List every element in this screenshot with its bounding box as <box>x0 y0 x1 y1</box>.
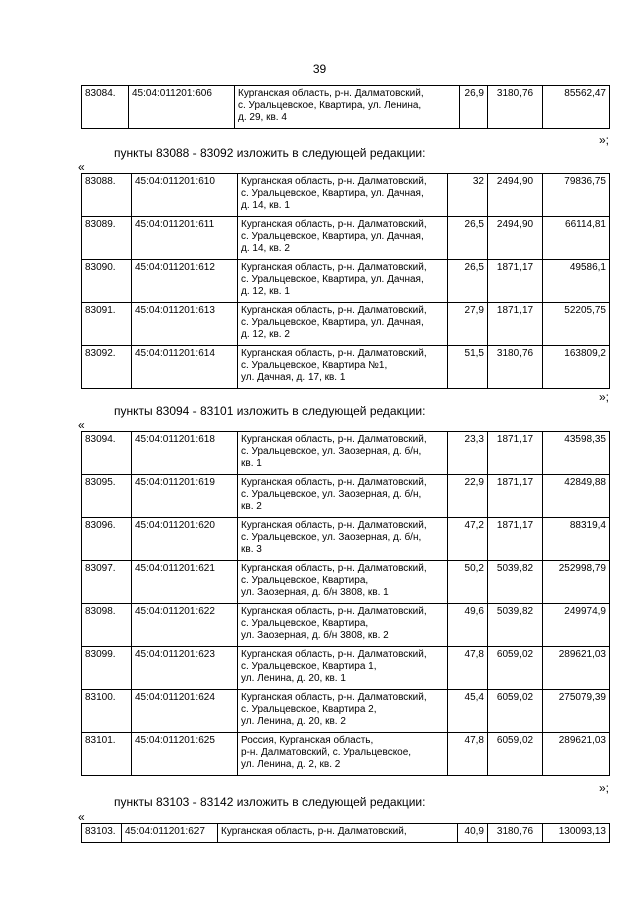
area-cell: 45,4 <box>448 690 488 733</box>
address-line: кв. 3 <box>241 544 262 555</box>
address-line: с. Уральцевское, Квартира 2, <box>241 704 377 715</box>
address-line: с. Уральцевское, Квартира, ул. Дачная, <box>241 231 424 242</box>
total-value-cell: 88319,4 <box>543 518 610 561</box>
address-cell <box>238 475 448 518</box>
cadastral-number-cell: 45:04:011201:613 <box>132 303 238 346</box>
area-cell: 49,6 <box>448 604 488 647</box>
closing-quote: »; <box>598 133 609 147</box>
total-value-cell: 163809,2 <box>543 346 610 389</box>
address-line: с. Уральцевское, Квартира, ул. Ленина, <box>238 100 422 111</box>
unit-price-cell: 1871,17 <box>488 518 543 561</box>
address-line: с. Уральцевское, Квартира №1, <box>241 360 388 371</box>
address-line: ул. Ленина, д. 20, кв. 2 <box>241 716 346 727</box>
address-line: с. Уральцевское, Квартира, <box>241 618 369 629</box>
address-line: Курганская область, р-н. Далматовский, <box>241 176 427 187</box>
address-line: кв. 1 <box>241 458 262 469</box>
cadastral-number-cell: 45:04:011201:610 <box>132 174 238 217</box>
address-line: д. 29, кв. 4 <box>238 112 287 123</box>
unit-price-cell: 3180,76 <box>488 346 543 389</box>
table-row <box>82 303 610 346</box>
table-row <box>82 217 610 260</box>
area-cell: 47,2 <box>448 518 488 561</box>
total-value-cell: 79836,75 <box>543 174 610 217</box>
unit-price-cell: 1871,17 <box>488 432 543 475</box>
unit-price-cell: 6059,02 <box>488 690 543 733</box>
address-cell <box>238 604 448 647</box>
address-line: кв. 2 <box>241 501 262 512</box>
address-line: д. 12, кв. 2 <box>241 329 290 340</box>
address-line: Курганская область, р-н. Далматовский, <box>241 520 427 531</box>
cadastral-number-cell: 45:04:011201:614 <box>132 346 238 389</box>
area-cell: 51,5 <box>448 346 488 389</box>
area-cell: 47,8 <box>448 647 488 690</box>
address-line: Курганская область, р-н. Далматовский, <box>241 563 427 574</box>
cadastral-number-cell: 45:04:011201:625 <box>132 733 238 776</box>
table-row <box>82 260 610 303</box>
address-line: с. Уральцевское, ул. Заозерная, д. б/н, <box>241 446 422 457</box>
closing-quote: »; <box>598 781 609 795</box>
unit-price-cell: 5039,82 <box>488 604 543 647</box>
address-line: с. Уральцевское, ул. Заозерная, д. б/н, <box>241 489 422 500</box>
opening-quote: « <box>78 418 85 432</box>
area-cell: 40,9 <box>458 824 488 843</box>
registry-table-1 <box>81 173 610 389</box>
area-cell: 50,2 <box>448 561 488 604</box>
address-line: д. 12, кв. 1 <box>241 286 290 297</box>
address-line: с. Уральцевское, Квартира, <box>241 575 369 586</box>
address-line: с. Уральцевское, Квартира, ул. Дачная, <box>241 188 424 199</box>
address-line: р-н. Далматовский, с. Уральцевское, <box>241 747 412 758</box>
address-line: Курганская область, р-н. Далматовский, <box>238 88 424 99</box>
address-line: с. Уральцевское, Квартира 1, <box>241 661 377 672</box>
registry-table-3 <box>81 823 610 843</box>
row-number-cell: 83089. <box>82 217 132 260</box>
address-line: Курганская область, р-н. Далматовский, <box>241 649 427 660</box>
address-cell <box>238 733 448 776</box>
address-line: Курганская область, р-н. Далматовский, <box>241 219 427 230</box>
unit-price-cell: 3180,76 <box>488 86 543 129</box>
total-value-cell: 49586,1 <box>543 260 610 303</box>
cadastral-number-cell: 45:04:011201:622 <box>132 604 238 647</box>
address-line: ул. Дачная, д. 17, кв. 1 <box>241 372 346 383</box>
address-line: Курганская область, р-н. Далматовский, <box>241 606 427 617</box>
cadastral-number-cell: 45:04:011201:621 <box>132 561 238 604</box>
total-value-cell: 249974,9 <box>543 604 610 647</box>
row-number-cell: 83094. <box>82 432 132 475</box>
table-row <box>82 733 610 776</box>
unit-price-cell: 2494,90 <box>488 174 543 217</box>
total-value-cell: 289621,03 <box>543 647 610 690</box>
address-cell <box>235 86 460 129</box>
row-number-cell: 83091. <box>82 303 132 346</box>
address-line: Курганская область, р-н. Далматовский, <box>221 826 407 837</box>
area-cell: 23,3 <box>448 432 488 475</box>
opening-quote: « <box>78 810 85 824</box>
unit-price-cell: 3180,76 <box>488 824 543 843</box>
address-line: с. Уральцевское, Квартира, ул. Дачная, <box>241 274 424 285</box>
registry-table-2 <box>81 431 610 776</box>
area-cell: 47,8 <box>448 733 488 776</box>
table-row <box>82 174 610 217</box>
unit-price-cell: 1871,17 <box>488 303 543 346</box>
area-cell: 26,5 <box>448 260 488 303</box>
row-number-cell: 83099. <box>82 647 132 690</box>
total-value-cell: 289621,03 <box>543 733 610 776</box>
row-number-cell: 83088. <box>82 174 132 217</box>
address-line: с. Уральцевское, ул. Заозерная, д. б/н, <box>241 532 422 543</box>
total-value-cell: 130093,13 <box>543 824 610 843</box>
table-row <box>82 690 610 733</box>
unit-price-cell: 1871,17 <box>488 475 543 518</box>
opening-quote: « <box>78 160 85 174</box>
cadastral-number-cell: 45:04:011201:611 <box>132 217 238 260</box>
total-value-cell: 43598,35 <box>543 432 610 475</box>
area-cell: 26,9 <box>460 86 488 129</box>
address-line: Курганская область, р-н. Далматовский, <box>241 262 427 273</box>
cadastral-number-cell: 45:04:011201:619 <box>132 475 238 518</box>
row-number-cell: 83097. <box>82 561 132 604</box>
table-row <box>82 647 610 690</box>
total-value-cell: 52205,75 <box>543 303 610 346</box>
table-row <box>82 475 610 518</box>
address-line: Курганская область, р-н. Далматовский, <box>241 305 427 316</box>
area-cell: 26,5 <box>448 217 488 260</box>
row-number-cell: 83092. <box>82 346 132 389</box>
table-row <box>82 824 610 843</box>
cadastral-number-cell: 45:04:011201:624 <box>132 690 238 733</box>
row-number-cell: 83090. <box>82 260 132 303</box>
table-row <box>82 604 610 647</box>
unit-price-cell: 6059,02 <box>488 733 543 776</box>
unit-price-cell: 2494,90 <box>488 217 543 260</box>
address-cell <box>238 647 448 690</box>
address-cell <box>238 518 448 561</box>
closing-quote: »; <box>598 390 609 404</box>
row-number-cell: 83100. <box>82 690 132 733</box>
row-number-cell: 83096. <box>82 518 132 561</box>
instruction-text: пункты 83094 - 83101 изложить в следующей редакции: <box>114 404 426 418</box>
cadastral-number-cell: 45:04:011201:620 <box>132 518 238 561</box>
table-row <box>82 346 610 389</box>
cadastral-number-cell: 45:04:011201:627 <box>122 824 218 843</box>
row-number-cell: 83095. <box>82 475 132 518</box>
address-cell <box>238 174 448 217</box>
row-number-cell: 83101. <box>82 733 132 776</box>
address-cell <box>238 260 448 303</box>
cadastral-number-cell: 45:04:011201:623 <box>132 647 238 690</box>
cadastral-number-cell: 45:04:011201:612 <box>132 260 238 303</box>
total-value-cell: 66114,81 <box>543 217 610 260</box>
row-number-cell: 83103. <box>82 824 122 843</box>
address-cell <box>238 432 448 475</box>
table-row <box>82 86 610 129</box>
address-cell <box>238 561 448 604</box>
table-row <box>82 518 610 561</box>
address-line: Курганская область, р-н. Далматовский, <box>241 692 427 703</box>
row-number-cell: 83084. <box>82 86 129 129</box>
area-cell: 22,9 <box>448 475 488 518</box>
address-cell <box>238 303 448 346</box>
address-line: ул. Ленина, д. 2, кв. 2 <box>241 759 341 770</box>
unit-price-cell: 6059,02 <box>488 647 543 690</box>
address-line: д. 14, кв. 1 <box>241 200 290 211</box>
address-cell <box>238 217 448 260</box>
row-number-cell: 83098. <box>82 604 132 647</box>
address-cell <box>218 824 458 843</box>
address-line: Курганская область, р-н. Далматовский, <box>241 348 427 359</box>
area-cell: 27,9 <box>448 303 488 346</box>
area-cell: 32 <box>448 174 488 217</box>
address-line: ул. Заозерная, д. б/н 3808, кв. 2 <box>241 630 389 641</box>
total-value-cell: 275079,39 <box>543 690 610 733</box>
address-cell <box>238 690 448 733</box>
cadastral-number-cell: 45:04:011201:618 <box>132 432 238 475</box>
unit-price-cell: 1871,17 <box>488 260 543 303</box>
address-line: ул. Ленина, д. 20, кв. 1 <box>241 673 346 684</box>
total-value-cell: 252998,79 <box>543 561 610 604</box>
registry-table-0 <box>81 85 610 129</box>
address-line: д. 14, кв. 2 <box>241 243 290 254</box>
address-line: Курганская область, р-н. Далматовский, <box>241 434 427 445</box>
page-number: 39 <box>312 62 327 76</box>
address-line: Курганская область, р-н. Далматовский, <box>241 477 427 488</box>
address-cell <box>238 346 448 389</box>
unit-price-cell: 5039,82 <box>488 561 543 604</box>
address-line: с. Уральцевское, Квартира, ул. Дачная, <box>241 317 424 328</box>
address-line: ул. Заозерная, д. б/н 3808, кв. 1 <box>241 587 389 598</box>
address-line: Россия, Курганская область, <box>241 735 374 746</box>
total-value-cell: 85562,47 <box>543 86 610 129</box>
instruction-text: пункты 83103 - 83142 изложить в следующей редакции: <box>114 795 426 809</box>
instruction-text: пункты 83088 - 83092 изложить в следующей редакции: <box>114 146 426 160</box>
cadastral-number-cell: 45:04:011201:606 <box>129 86 235 129</box>
table-row <box>82 561 610 604</box>
total-value-cell: 42849,88 <box>543 475 610 518</box>
table-row <box>82 432 610 475</box>
